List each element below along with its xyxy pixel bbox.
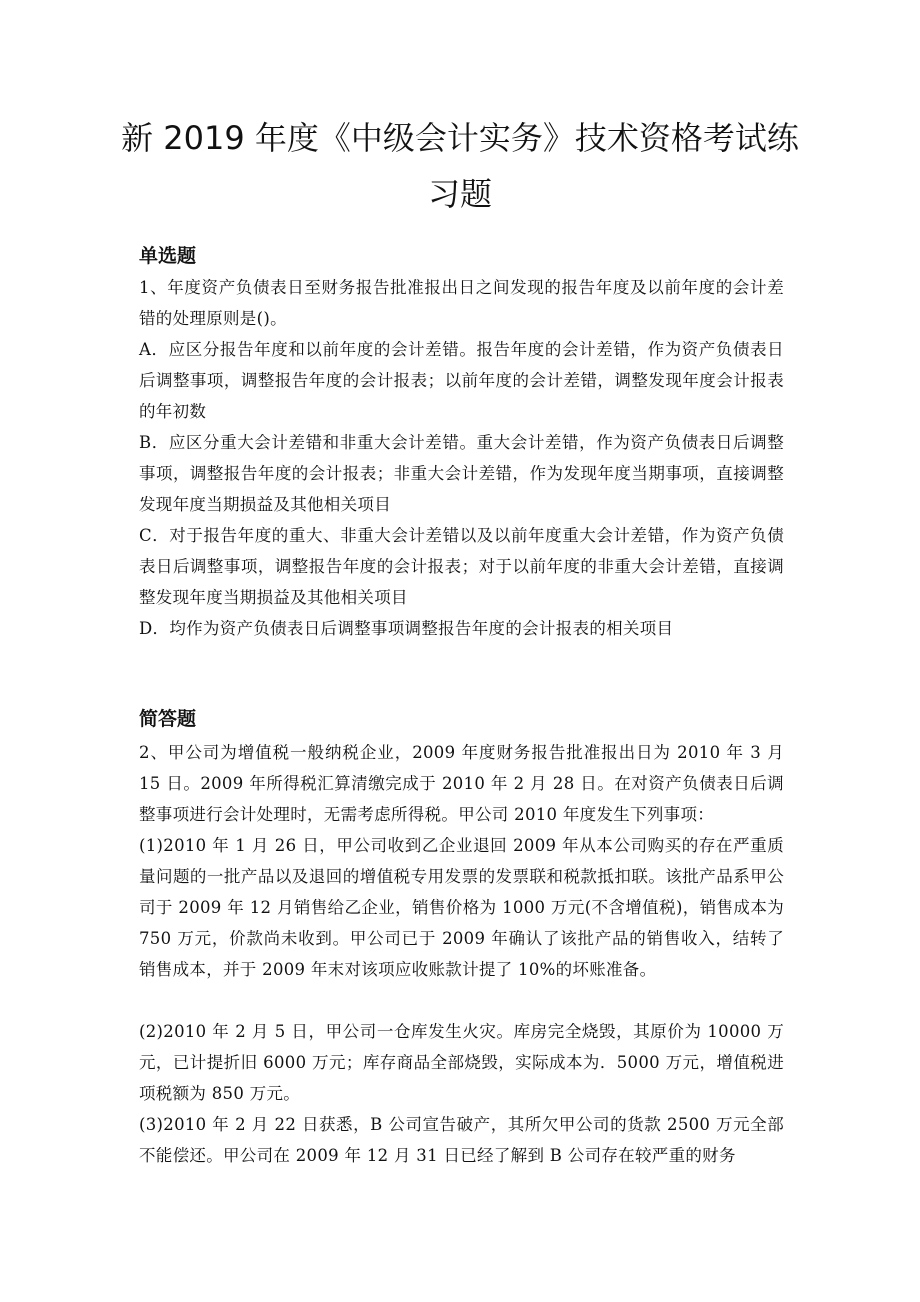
question-1-stem: 1、年度资产负债表日至财务报告批准报出日之间发现的报告年度及以前年度的会计差错的处理原则是()。 (139, 278, 784, 328)
section-heading-single-choice: 单选题 (139, 245, 197, 267)
section-heading-short-answer: 简答题 (139, 708, 197, 730)
question-2-item-2: (2)2010 年 2 月 5 日，甲公司一仓库发生火灾。库房完全烧毁，其原价为 10000 万元，已计提折旧 6000 万元；库存商品全部烧毁，实际成本为．5000 万元，增值税进项税额为 850 万元。 (139, 1022, 784, 1103)
question-1-option-d: D．均作为资产负债表日后调整事项调整报告年度的会计报表的相关项目 (139, 619, 674, 638)
question-1-option-c: C．对于报告年度的重大、非重大会计差错以及以前年度重大会计差错，作为资产负债表日后调整事项，调整报告年度的会计报表；对于以前年度的非重大会计差错，直接调整发现年度当期损益及其他相关项目 (139, 526, 784, 607)
page-title: 新 2019 年度《中级会计实务》技术资格考试练习题 (121, 119, 799, 213)
question-2-item-1: (1)2010 年 1 月 26 日，甲公司收到乙企业退回 2009 年从本公司购买的存在严重质量问题的一批产品以及退回的增值税专用发票的发票联和税款抵扣联。该批产品系甲公司于 2009 年 12 月销售给乙企业，销售价格为 1000 万元(不含增值税)，销售成本为 750 万元，价款尚未收到。甲公司已于 2009 年确认了该批产品的销售收入，结转了销售成本，并于 2009 年末对该项应收账款计提了 10%的坏账准备。 (139, 836, 784, 979)
question-2-item-3: (3)2010 年 2 月 22 日获悉，B 公司宣告破产，其所欠甲公司的货款 2500 万元全部不能偿还。甲公司在 2009 年 12 月 31 日已经了解到 B 公司存在较严重的财务 (139, 1115, 784, 1165)
question-2-stem: 2、甲公司为增值税一般纳税企业，2009 年度财务报告批准报出日为 2010 年 3 月 15 日。2009 年所得税汇算清缴完成于 2010 年 2 月 28 日。在对资产负债表日后调整事项进行会计处理时，无需考虑所得税。甲公司 2010 年度发生下列事项： (139, 743, 784, 824)
question-1-option-a: A．应区分报告年度和以前年度的会计差错。报告年度的会计差错，作为资产负债表日后调整事项，调整报告年度的会计报表；以前年度的会计差错，调整发现年度会计报表的年初数 (139, 340, 784, 421)
question-1-option-b: B．应区分重大会计差错和非重大会计差错。重大会计差错，作为资产负债表日后调整事项，调整报告年度的会计报表；非重大会计差错，作为发现年度当期事项，直接调整发现年度当期损益及其他相关项目 (139, 433, 784, 514)
